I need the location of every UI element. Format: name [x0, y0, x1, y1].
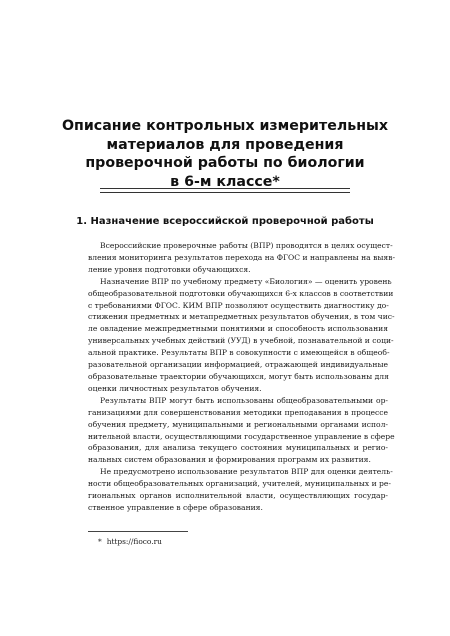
text-line: нальных систем образования и формирования программ их развития. [88, 455, 371, 465]
paragraph-1 [88, 240, 396, 276]
text-line: ганизациями для совершенствования методики преподавания в процессе [88, 407, 388, 417]
text-line: нительной власти, осуществляющими государственное управление в сфере [88, 431, 395, 441]
text-line: образования, для анализа текущего состояния муниципальных и регио- [88, 443, 388, 453]
text-line: ление уровня подготовки обучающихся. [88, 264, 251, 274]
text-line: общеобразовательной подготовки обучающихся 6-х классов в соответствии [88, 288, 394, 298]
title-line: Описание контрольных измерительных [62, 118, 388, 134]
text-line: Не предусмотрено использование результатов ВПР для оценки деятель- [100, 467, 393, 477]
text-line: стижения предметных и метапредметных результатов обучения, в том чис- [88, 312, 395, 322]
text-line: ственное управление в сфере образования. [88, 502, 263, 512]
text-line: гиональных органов исполнительной власти, осуществляющих государ- [88, 491, 388, 501]
text-line: Назначение ВПР по учебному предмету «Биология» — оценить уровень [100, 276, 392, 286]
text-line: разовательной организации информацией, отражающей индивидуальные [88, 360, 388, 370]
text-line: универсальных учебных действий (УУД) в учебной, познавательной и соци- [88, 336, 394, 346]
text-line: ности общеобразовательных организаций, учителей, муниципальных и ре- [88, 479, 391, 489]
body-text [88, 240, 396, 514]
footnote [98, 537, 162, 547]
title-line: материалов для проведения [106, 136, 344, 153]
text-line: альной практике. Результаты ВПР в совокупности с имеющейся в общеоб- [88, 348, 390, 358]
paragraph-3 [88, 395, 395, 466]
footnote-link[interactable]: https://fioco.ru [106, 537, 162, 546]
text-line: Всероссийские проверочные работы (ВПР) проводятся в целях осущест- [100, 241, 393, 250]
document-title [60, 117, 390, 191]
title-line: в 6-м классе* [170, 173, 280, 190]
section-heading: 1. Назначение всероссийской проверочной работы [76, 216, 374, 227]
paragraph-2 [88, 276, 395, 395]
text-line: Результаты ВПР могут быть использованы общеобразовательными ор- [100, 395, 388, 405]
footnote-mark: * [98, 537, 102, 546]
text-line: обучения предмету, муниципальными и региональными органами испол- [88, 419, 388, 429]
title-line: проверочной работы по биологии [85, 155, 365, 171]
text-line: вления мониторинга результатов перехода на ФГОС и направлены на выяв- [88, 252, 396, 262]
footnote-separator [88, 531, 188, 532]
text-line: ле овладение межпредметными понятиями и способность использования [88, 324, 388, 334]
paragraph-4 [88, 466, 393, 514]
text-line: с требованиями ФГОС. КИМ ВПР позволяют осуществить диагностику до- [88, 300, 389, 310]
title-double-rule [100, 188, 350, 193]
text-line: образовательные траектории обучающихся, могут быть использованы для [88, 371, 389, 381]
text-line: оценки личностных результатов обучения. [88, 383, 262, 393]
